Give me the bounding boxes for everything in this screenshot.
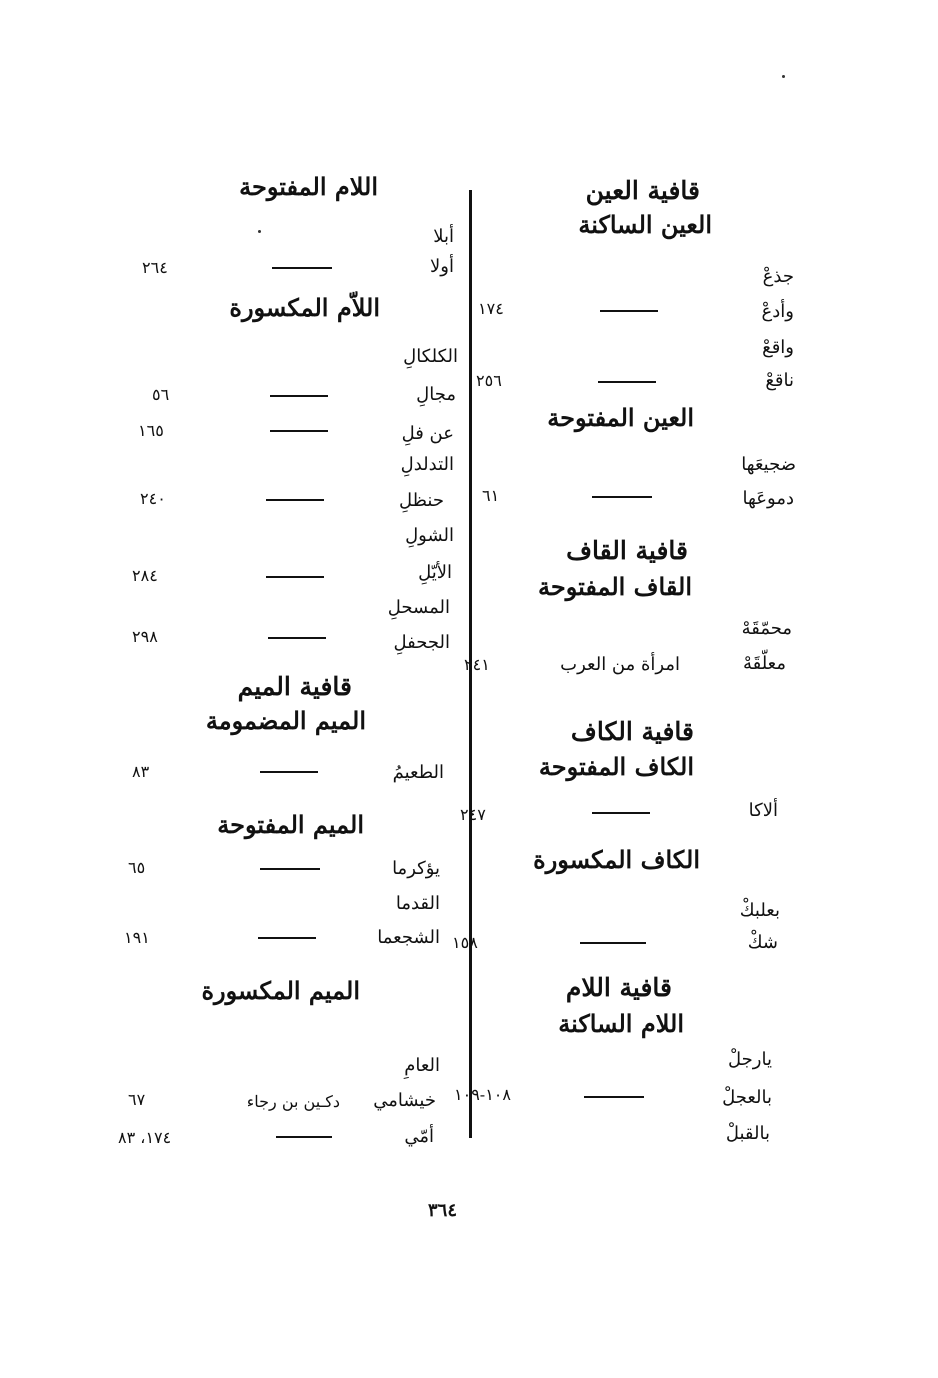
qaf-rhyme-heading: قافية القاف: [566, 536, 688, 565]
rhyme-word: حنظلِ: [399, 490, 444, 511]
rhyme-word: معلّقَهْ: [742, 653, 786, 674]
poet-name: دكـين بن رجاء: [246, 1092, 340, 1111]
page-number: ٣٦٤: [428, 1200, 458, 1221]
page-ref: ١٦٥: [138, 421, 164, 440]
rhyme-word: القدما: [395, 893, 440, 914]
lam-rhyme-heading: قافية اللام: [565, 973, 672, 1002]
rhyme-word: ناقعْ: [765, 370, 794, 391]
mim-rhyme-heading: قافية الميم: [237, 672, 352, 701]
rhyme-word: يارجلْ: [728, 1049, 772, 1070]
rhyme-word: بالعجلْ: [722, 1087, 772, 1108]
dash: [270, 395, 328, 397]
dash: [258, 937, 316, 939]
dash: [270, 430, 328, 432]
rhyme-word: جذعْ: [762, 266, 794, 287]
kaf-rhyme-heading: قافية الكاف: [570, 717, 694, 746]
rhyme-word: دموعَها: [742, 488, 794, 509]
mim-madmuma-subheading: الميم المضمومة: [205, 706, 366, 735]
page-ref: ٢٤١: [464, 655, 490, 674]
lam-maftuha-subheading: اللام المفتوحة: [239, 172, 378, 201]
kaf-maftuha-subheading: الكاف المفتوحة: [538, 752, 694, 781]
page-ref: ١٠٨-١٠٩: [454, 1085, 511, 1104]
rhyme-word: أبلا: [433, 226, 454, 247]
page-ref: ٢٩٨: [132, 627, 158, 646]
rhyme-word: أمّي: [404, 1126, 434, 1147]
kaf-maksura-subheading: الكاف المكسورة: [533, 845, 700, 874]
page-ref: ٦٥: [128, 858, 146, 877]
dash: [592, 496, 652, 498]
scan-speck: [782, 75, 785, 78]
dash: [268, 637, 326, 639]
lam-maksura-subheading: اللاّم المكسورة: [229, 293, 380, 322]
rhyme-word: المسحلِ: [387, 597, 450, 618]
dash: [266, 499, 324, 501]
rhyme-word: شكْ: [747, 932, 778, 953]
rhyme-word: الشجعما: [377, 927, 440, 948]
ain-sakina-subheading: العين الساكنة: [578, 210, 712, 239]
page-ref: ١٩١: [124, 928, 150, 947]
rhyme-word: أولا: [430, 256, 454, 277]
scan-speck: [258, 230, 261, 233]
rhyme-word: عن فلِ: [401, 423, 454, 444]
page-ref: ٢٤٧: [460, 805, 486, 824]
dash: [584, 1096, 644, 1098]
page-ref: ٢٨٤: [132, 566, 158, 585]
dash: [598, 381, 656, 383]
dash: [276, 1136, 332, 1138]
rhyme-word: بالقبلْ: [725, 1123, 770, 1144]
page-ref: ٦١: [482, 486, 500, 505]
rhyme-word: بعلبكْ: [739, 900, 780, 921]
page-ref: ٢٥٦: [476, 371, 502, 390]
lam-sakina-subheading: اللام الساكنة: [558, 1009, 684, 1038]
rhyme-word: محمّقَهْ: [741, 618, 792, 639]
dash: [260, 771, 318, 773]
rhyme-word: الكلكالِ: [403, 346, 458, 367]
rhyme-word: يؤكرما: [392, 858, 440, 879]
page-ref: ٢٤٠: [140, 489, 166, 508]
dash: [266, 576, 324, 578]
page-ref: ١٥٨: [452, 933, 478, 952]
rhyme-word: الجحفلِ: [393, 632, 450, 653]
qaf-maftuha-subheading: القاف المفتوحة: [537, 572, 692, 601]
rhyme-word: خيشامي: [373, 1090, 436, 1111]
dash: [592, 812, 650, 814]
rhyme-word: الطعيمُ: [392, 762, 444, 783]
rhyme-word: ضجيعَها: [741, 454, 796, 475]
dash: [260, 868, 320, 870]
rhyme-word: واقعْ: [762, 337, 794, 358]
rhyme-word: العامِ: [404, 1055, 440, 1076]
dash: [272, 267, 332, 269]
ain-maftuha-subheading: العين المفتوحة: [547, 403, 694, 432]
mim-maksura-subheading: الميم المكسورة: [201, 976, 360, 1005]
mim-maftuha-subheading: الميم المفتوحة: [217, 810, 364, 839]
rhyme-word: الأيّلِ: [418, 562, 452, 583]
rhyme-word: ألاكا: [748, 800, 778, 821]
page-ref: ٨٣: [132, 762, 150, 781]
page-ref: ٥٦: [152, 385, 170, 404]
poet-name: امرأة من العرب: [560, 654, 680, 675]
ain-rhyme-heading: قافية العين: [585, 176, 700, 205]
rhyme-word: الشولِ: [405, 525, 454, 546]
page-ref: ١٧٤: [478, 299, 504, 318]
rhyme-word: مجالِ: [416, 384, 456, 405]
dash: [600, 310, 658, 312]
dash: [580, 942, 646, 944]
rhyme-word: وأدعْ: [761, 301, 794, 322]
page-ref: ٦٧: [128, 1090, 146, 1109]
page-ref: ٢٦٤: [142, 258, 168, 277]
page-ref: ١٧٤، ٨٣: [118, 1128, 172, 1147]
rhyme-word: التدلدلِ: [400, 454, 454, 475]
